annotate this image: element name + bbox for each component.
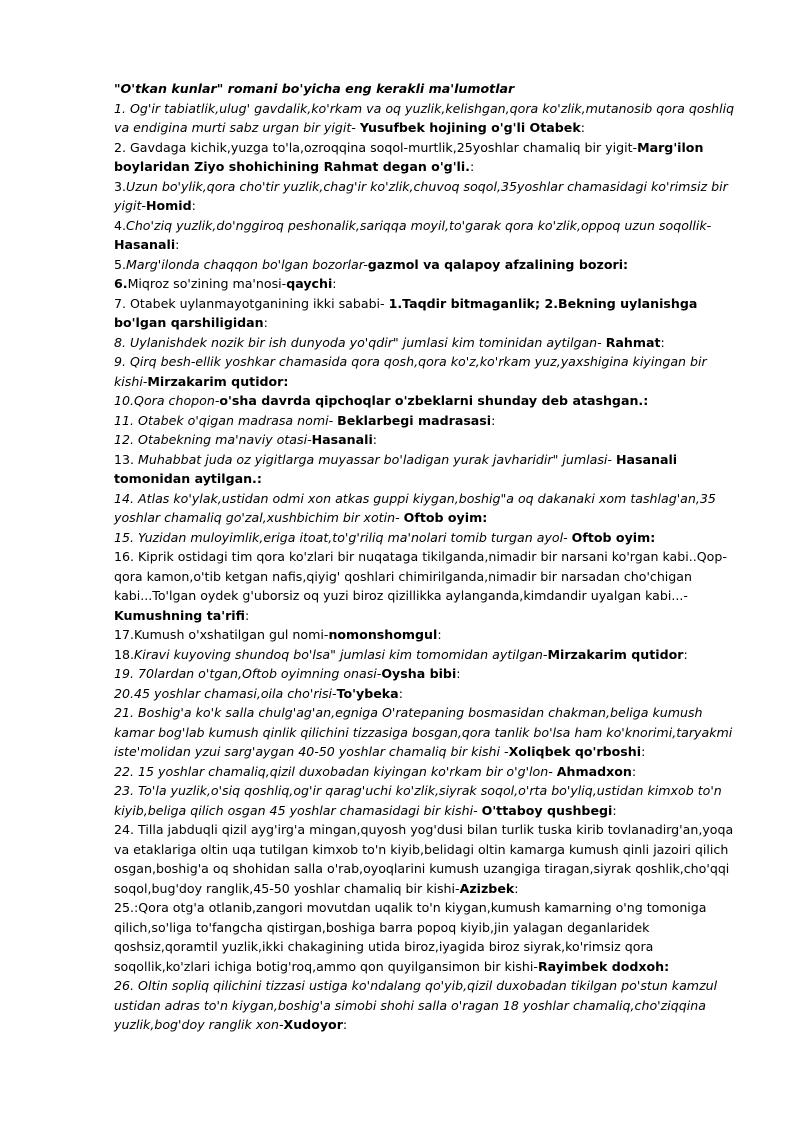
paragraph-item (114, 762, 744, 782)
paragraph-item (114, 625, 744, 645)
paragraph-item (114, 528, 744, 548)
paragraph-item (114, 664, 744, 684)
question-text: : (175, 237, 180, 252)
paragraph-item (114, 703, 744, 762)
question-text: 4. (114, 217, 127, 233)
question-text: : (437, 627, 442, 642)
question-text: 8. Uylanishdek nozik bir ish dunyoda yo'qdir" jumlasi kim tominidan aytilgan- (114, 334, 606, 350)
paragraph-item (114, 489, 744, 528)
question-text: 18. (114, 646, 135, 662)
answer-text: To'ybeka (336, 685, 399, 701)
paragraph-item (114, 274, 744, 294)
question-text: : (263, 315, 268, 330)
paragraph-item (114, 294, 744, 333)
question-text: : (514, 880, 519, 896)
answer-text: Oftob oyim: (571, 529, 656, 545)
question-text: 23. To'la yuzlik,o'siq qoshliq,og'ir qarag'uchi ko'zlik,siyrak soqol,o'rta bo'yliq,ustidan kimxob to'n kiyib,beliga qilich osgan 45 yoshlar chamasidagi bir kishi- (114, 783, 722, 818)
question-text: : (398, 685, 403, 701)
answer-text: Rahmat (605, 334, 661, 350)
answer-text: gazmol va qalapoy afzalining bozori: (367, 256, 629, 272)
paragraph-item (114, 820, 744, 898)
answer-text: Xoliqbek qo'rboshi (508, 744, 642, 759)
paragraph-item (114, 547, 744, 625)
answer-text: Beklarbegi madrasasi (337, 412, 492, 428)
paragraph-item (114, 99, 744, 138)
question-text: 24. Tilla jabduqli qizil ayg'irg'a mingan,quyosh yog'dusi bilan turlik tuska kirib tovlanadirg'an,yoqa va etaklariga oltin uqa tutilgan kimxob to'n kiyib,belidagi oltin kamarga kumush qinli jazoiri qilich osgan,boshig'a oq shohidan salla o'rab,oyoqlarini kumush uzangiga tiragan,siyrak qoshlik,cho'qqi soqol,bug'doy ranglik,45-50 yoshlar chamaliq bir kishi- (114, 822, 734, 896)
question-text: 21. Boshig'a ko'k salla chulg'ag'an,egniga O'ratepaning bosmasidan chakman,beliga kumush kamar bog'lab kumush qinlik qilichini tizzasiga bosgan,qora tanlik bo'lsa ham ko'knorimi,taryakmi iste'molidan yzui sarg'aygan 40-50 yoshlar chamaliq bir kishi - (114, 705, 733, 759)
question-text: : (191, 198, 196, 213)
question-text: : (469, 159, 475, 174)
answer-text: Marg'ilon boylaridan Ziyo shohichining Rahmat degan o'g'li. (114, 139, 704, 174)
question-text: 10.Qora chopon- (114, 393, 220, 408)
answer-text: Hasanali (311, 432, 373, 447)
paragraph-item (114, 255, 744, 275)
paragraph-item (114, 976, 744, 1035)
question-text: 11. Otabek o'qigan madrasa nomi- (114, 412, 338, 428)
answer-text: 6. (114, 276, 128, 291)
question-text: 26. Oltin sopliq qilichini tizzasi ustiga ko'ndalang qo'yib,qizil duxobadan tikilgan po'stun kamzul ustidan adras to'n kiygan,boshig'a simobi shohi salla o'ragan 18 yoshlar chamaliq,cho'ziqqina yuzlik,bog'doy ranglik xon- (114, 978, 718, 1032)
answer-text: Ahmadxon (556, 763, 632, 779)
answer-text: Oysha bibi (381, 666, 457, 681)
question-text: 16. Kiprik ostidagi tim qora ko'zlari bir nuqataga tikilganda,nimadir bir narsani ko'rgan kabi..Qop-qora kamon,o'tib ketgan nafis,qiyig' qoshlari chimirilganda,nimadir bir narsadan cho'chigan kabi...To'lgan oydek g'uborsiz oq yuzi biroz qizillikka aylanganda,kimdandir uyalgan kabi...- (114, 549, 727, 603)
question-text: : (580, 120, 585, 135)
paragraph-item (114, 450, 744, 489)
paragraph-item (114, 684, 744, 704)
paragraph-item (114, 645, 744, 665)
paragraph-list (114, 99, 744, 1035)
question-text: 9. Qirq besh-ellik yoshkar chamasida qora qosh,qora ko'z,ko'rkam yuz,yaxshigina kiyingan bir kishi- (114, 354, 707, 389)
question-text: 3. (114, 178, 127, 194)
answer-text: Hasanali tomonidan aytilgan.: (114, 451, 678, 486)
answer-text: o'sha davrda qipchoqlar o'zbeklarni shunday deb atashgan.: (219, 393, 649, 408)
paragraph-item (114, 898, 744, 976)
question-text: : (342, 1017, 348, 1032)
answer-text: Mirzakarim qutidor (547, 646, 684, 662)
paragraph-item (114, 216, 744, 255)
question-text: Uzun bo'ylik,qora cho'tir yuzlik,chag'ir ko'zlik,chuvoq soqol,35yoshlar chamasidagi ko'rimsiz bir yigit- (114, 178, 728, 213)
question-text: Kiravi kuyoving shundoq bo'lsa" jumlasi kim tomomidan aytilgan- (134, 646, 548, 662)
answer-text: Azizbek (459, 880, 515, 896)
question-text: : (612, 802, 617, 818)
question-text: : (244, 607, 250, 623)
paragraph-item (114, 333, 744, 353)
question-text: : (631, 763, 637, 779)
paragraph-item (114, 411, 744, 431)
question-text: Muhabbat juda oz yigitlarga muyassar bo'ladigan yurak javharidir" jumlasi- (138, 451, 616, 467)
question-text: 20.45 yoshlar chamasi,oila cho'risi- (114, 685, 337, 701)
answer-text: 1.Taqdir bitmaganlik; 2.Bekning uylanishga bo'lgan qarshiligidan (114, 295, 698, 330)
answer-text: qaychi (286, 276, 333, 291)
question-text: Miqroz so'zining ma'nosi- (127, 276, 287, 291)
question-text: : (372, 432, 378, 447)
question-text: 15. Yuzidan muloyimlik,eriga itoat,to'g'riliq ma'nolari tomib turgan ayol- (114, 529, 572, 545)
question-text: 12. Otabekning ma'naviy otasi- (114, 432, 312, 447)
answer-text: O'ttaboy qushbegi (481, 802, 613, 818)
question-text: 1. Og'ir tabiatlik,ulug' gavdalik,ko'rkam va oq yuzlik,kelishgan,qora ko'zlik,mutanosib qora qoshliq va endigina murti sabz urgan bir yigit- (114, 100, 735, 135)
question-text: 25.:Qora otg'a otlanib,zangori movutdan uqalik to'n kiygan,kumush kamarning o'ng tomoniga qilich,so'liga to'fangcha qistirgan,boshiga barra popoq kiyib,jin yalagan deganlaridek qoshsiz,qoramtil yuzlik,ikki chakagining utida biroz,iyagida biroz siyrak,ko'rimsiz qora soqollik,ko'zlari ichiga botig'roq,ammo qon quyilgansimon bir kishi- (114, 900, 707, 974)
question-text: : (683, 646, 688, 662)
question-text: 22. 15 yoshlar chamaliq,qizil duxobadan kiyingan ko'rkam bir o'g'lon- (114, 763, 557, 779)
question-text: : (641, 744, 646, 759)
question-text: : (332, 276, 337, 291)
question-text: 7. Otabek uylanmayotganining ikki sababi- (114, 295, 389, 311)
question-text: : (660, 334, 665, 350)
question-text: 2. Gavdaga kichik,yuzga to'la,ozroqqina soqol-murtlik,25yoshlar chamaliq bir yigit- (114, 139, 638, 155)
question-text: 5. (114, 256, 127, 272)
answer-text: Xudoyor (283, 1017, 343, 1032)
paragraph-item (114, 391, 744, 411)
paragraph-item (114, 138, 744, 177)
answer-text: Hasanali (114, 237, 176, 252)
question-text: : (491, 412, 496, 428)
answer-text: Yusufbek hojining o'g'li Otabek (359, 120, 581, 135)
answer-text: Oftob oyim: (403, 510, 488, 525)
paragraph-item (114, 781, 744, 820)
question-text: 14. Atlas ko'ylak,ustidan odmi xon atkas guppi kiygan,boshig"a oq dakanaki xom tashlag'an,35 yoshlar chamaliq go'zal,xushbichim bir xotin- (114, 490, 716, 525)
answer-text: Rayimbek dodxoh: (537, 958, 670, 974)
question-text: 17.Kumush o'xshatilgan gul nomi- (114, 627, 329, 642)
answer-text: Kumushning ta'rifi (114, 607, 245, 623)
paragraph-item (114, 352, 744, 391)
document-title: "O'tkan kunlar" romani bo'yicha eng kerakli ma'lumotlar (114, 81, 515, 96)
question-text: 13. (114, 451, 139, 467)
question-text: : (456, 666, 461, 681)
paragraph-item (114, 430, 744, 450)
paragraph-item (114, 177, 744, 216)
answer-text: nomonshomgul (328, 627, 438, 642)
document-body (114, 79, 744, 1035)
question-text: Marg'ilonda chaqqon bo'lgan bozorlar- (126, 256, 368, 272)
question-text: 19. 70lardan o'tgan,Oftob oyimning onasi- (114, 666, 382, 681)
answer-text: Homid (145, 198, 192, 213)
answer-text: Mirzakarim qutidor: (147, 373, 289, 389)
question-text: Cho'ziq yuzlik,do'nggiroq peshonalik,sariqqa moyil,to'garak qora ko'zlik,oppoq uzun soqollik- (126, 217, 712, 233)
